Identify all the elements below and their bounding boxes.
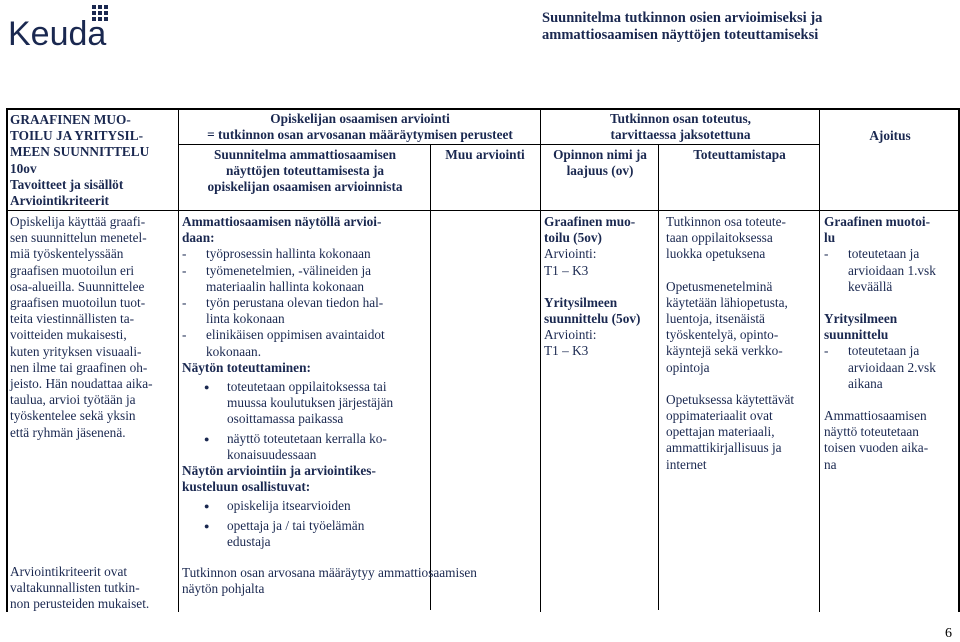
course-rating-line: T1 – K3 bbox=[544, 262, 589, 278]
col3-subheader-method: Toteuttamistapa bbox=[693, 147, 786, 162]
bullet-list-item bbox=[182, 431, 538, 463]
col1-text-line: graafisen muotoilun eri bbox=[10, 262, 135, 278]
col3-header-line: tarvittaessa jaksotettuna bbox=[610, 127, 751, 143]
dash-item-line: - elinikäisen oppimisen avaintaidot bbox=[206, 327, 385, 343]
col1-header-line: 10ov bbox=[10, 160, 37, 176]
dash-item-line: - työn perustana olevan tiedon hal- bbox=[206, 295, 384, 311]
col1-header-line: MEEN SUUNNITTELU bbox=[10, 144, 150, 160]
schedule-item-line: arvioidaan 1.vsk bbox=[848, 262, 936, 278]
col2-header-line: Opiskelijan osaamisen arviointi bbox=[270, 111, 450, 126]
col1-footer-line: valtakunnallisten tutkin- bbox=[10, 580, 140, 596]
dash-item-line: - työmenetelmien, -välineiden ja bbox=[206, 262, 372, 278]
col3-subheader-line: Opinnon nimi ja bbox=[553, 147, 647, 162]
page-number: 6 bbox=[945, 626, 952, 641]
schedule-title-line: lu bbox=[824, 230, 836, 246]
col3-header-line: Tutkinnon osan toteutus, bbox=[609, 111, 752, 126]
schedule-note-line: Ammattiosaamisen bbox=[824, 408, 927, 424]
method-line: käyntejä sekä verkko- bbox=[666, 343, 783, 359]
col4-body bbox=[824, 214, 956, 473]
dash-item-line: linta kokonaan bbox=[206, 311, 285, 327]
schedule-note-line: näyttö toteutetaan bbox=[824, 424, 919, 440]
schedule-title-line: suunnittelu bbox=[824, 327, 889, 343]
schedule-item bbox=[824, 343, 956, 392]
dash-item-line: materiaalin hallinta kokonaan bbox=[206, 278, 365, 294]
col1-goals-text bbox=[10, 214, 176, 441]
bullet-item-line: osoittamassa paikassa bbox=[227, 411, 344, 427]
bullet-list-item bbox=[182, 518, 538, 550]
col2-heading-line: Näytön toteuttaminen: bbox=[182, 359, 311, 375]
bullet-item-line: ● opettaja ja / tai työelämän bbox=[227, 517, 365, 533]
schedule-title-line: Graafinen muotoi- bbox=[824, 214, 930, 229]
dash-list-item bbox=[182, 327, 538, 359]
col1-text-line: graafisen muotoilun tuot- bbox=[10, 295, 146, 311]
course-name-line: suunnittelu (5ov) bbox=[544, 311, 641, 327]
method-paragraph bbox=[666, 392, 817, 473]
col1-text-line: työskentelee sekä yksin bbox=[10, 408, 136, 424]
dash-list-item bbox=[182, 246, 538, 262]
col1-text-line: osa-alueilla. Suunnittelee bbox=[10, 278, 145, 294]
col1-text-line: miä työskentelyssään bbox=[10, 246, 124, 262]
course-rating-line: Arviointi: bbox=[544, 246, 597, 262]
col1-header bbox=[10, 112, 176, 209]
col1-text-line: taulua, arvioi työtään ja bbox=[10, 392, 136, 408]
col1-text-line: sen suunnittelun menetel- bbox=[10, 230, 147, 246]
course-item bbox=[544, 295, 656, 360]
schedule-item-line: aikana bbox=[848, 375, 883, 391]
col1-text-line: Opiskelija käyttää graafi- bbox=[10, 214, 146, 229]
method-line: taan oppilaitoksessa bbox=[666, 230, 773, 246]
bullet-item-line: edustaja bbox=[227, 533, 271, 549]
col3-header bbox=[544, 111, 817, 143]
col2-header bbox=[182, 111, 538, 143]
col2-subheader-plan bbox=[182, 147, 428, 196]
course-rating-line: T1 – K3 bbox=[544, 343, 589, 359]
col3-methods bbox=[666, 214, 817, 473]
schedule-title-line: Yritysilmeen bbox=[824, 311, 898, 327]
bullet-item-line: ● toteutetaan oppilaitoksessa tai bbox=[227, 379, 387, 395]
col2-subheader-line: näyttöjen toteuttamisesta ja bbox=[225, 163, 385, 179]
schedule-item-line: arvioidaan 2.vsk bbox=[848, 359, 936, 375]
method-line: käytetään lähiopetusta, bbox=[666, 294, 788, 310]
document-title bbox=[542, 10, 922, 44]
col1-footer-line: non perusteiden mukaiset. bbox=[10, 596, 150, 612]
schedule-note-line: na bbox=[824, 456, 837, 472]
col4-header: Ajoitus bbox=[869, 128, 911, 143]
course-rating-line: Arviointi: bbox=[544, 327, 597, 343]
col1-header-line: Arviointikriteerit bbox=[10, 193, 109, 209]
bullet-item-line: muussa koulutuksen järjestäjän bbox=[227, 395, 394, 411]
col2-body bbox=[182, 214, 538, 550]
method-paragraph bbox=[666, 279, 817, 376]
course-name-line: toilu (5ov) bbox=[544, 230, 602, 246]
method-paragraph bbox=[666, 214, 817, 263]
method-line: luokka opetuksena bbox=[666, 246, 766, 262]
schedule-item bbox=[824, 246, 956, 295]
col2-heading-line: Ammattiosaamisen näytöllä arvioi- bbox=[182, 214, 382, 229]
col2-subheader-line: Suunnitelma ammattiosaamisen bbox=[213, 147, 397, 162]
course-name-line: Yritysilmeen bbox=[544, 294, 618, 310]
document-title-line-1: Suunnitelma tutkinnon osien arvioimiseksi ja bbox=[542, 10, 823, 26]
course-name-line: Graafinen muo- bbox=[544, 214, 636, 229]
col1-header-line: TOILU JA YRITYSIL- bbox=[10, 128, 144, 144]
col2-subheader-other: Muu arviointi bbox=[445, 147, 525, 162]
method-line: Tutkinnon osa toteute- bbox=[666, 214, 786, 229]
col2-heading-line: kusteluun osallistuvat: bbox=[182, 479, 311, 495]
logo-wordmark: Keuda bbox=[8, 15, 107, 48]
keuda-logo bbox=[8, 2, 138, 48]
method-line: luentoja, itsenäistä bbox=[666, 311, 765, 327]
dash-item-line: - työprosessin hallinta kokonaan bbox=[206, 246, 371, 262]
method-line: internet bbox=[666, 456, 707, 472]
col1-footer-line: Arviointikriteerit ovat bbox=[10, 564, 128, 579]
col1-text-line: että ryhmän jäsenenä. bbox=[10, 424, 126, 440]
method-line: Opetuksessa käytettävät bbox=[666, 391, 795, 407]
col1-text-line: voitteiden mukaisesti, bbox=[10, 327, 127, 343]
col2-subheader-line: opiskelijan osaamisen arvioinnista bbox=[207, 179, 403, 195]
col1-header-line: GRAAFINEN MUO- bbox=[10, 112, 131, 127]
col2-heading-line: daan: bbox=[182, 230, 215, 246]
col1-text-line: nen ilme tai graafinen oh- bbox=[10, 359, 148, 375]
schedule-item-line: keväällä bbox=[848, 278, 893, 294]
col3-subheader-course bbox=[544, 147, 656, 179]
col1-text-line: teita viestinnällisten ta- bbox=[10, 311, 135, 327]
col3-subheader-line: laajuus (ov) bbox=[566, 163, 634, 179]
col1-text-line: jeisto. Hän noudattaa aika- bbox=[10, 376, 153, 392]
schedule-note bbox=[824, 408, 956, 473]
schedule-item-line: - toteutetaan ja bbox=[848, 246, 920, 262]
course-item bbox=[544, 214, 656, 279]
col3-courses bbox=[544, 214, 656, 360]
schedule-note-line: toisen vuoden aika- bbox=[824, 440, 929, 456]
col2-footer-line: Tutkinnon osan arvosana määräytyy ammattiosaamisen bbox=[182, 565, 477, 580]
col1-criteria-note bbox=[10, 564, 176, 613]
bullet-item-line: konaisuudessaan bbox=[227, 446, 317, 462]
dash-list-item bbox=[182, 295, 538, 327]
document-title-line-2: ammattiosaamisen näyttöjen toteuttamiseksi bbox=[542, 27, 819, 43]
method-line: Opetusmenetelminä bbox=[666, 278, 773, 294]
col2-footer bbox=[182, 565, 538, 597]
bullet-item-line: ● näyttö toteutetaan kerralla ko- bbox=[227, 430, 387, 446]
method-line: opintoja bbox=[666, 359, 710, 375]
schedule-item-line: - toteutetaan ja bbox=[848, 343, 920, 359]
col2-header-line: = tutkinnon osan arvosanan määräytymisen perusteet bbox=[207, 127, 513, 143]
col2-footer-line: näytön pohjalta bbox=[182, 581, 265, 597]
method-line: ammattikirjallisuus ja bbox=[666, 440, 782, 456]
dash-list-item bbox=[182, 263, 538, 295]
dash-item-line: kokonaan. bbox=[206, 343, 262, 359]
method-line: opettajan materiaali, bbox=[666, 424, 775, 440]
method-line: työskentelyä, opinto- bbox=[666, 327, 779, 343]
col2-heading-line: Näytön arviointiin ja arviointikes- bbox=[182, 463, 376, 479]
bullet-list-item bbox=[182, 498, 538, 514]
col1-text-line: kuten yrityksen visuaali- bbox=[10, 343, 142, 359]
bullet-list-item bbox=[182, 379, 538, 428]
bullet-item-line: ● opiskelija itsearvioiden bbox=[227, 498, 351, 514]
col1-header-line: Tavoitteet ja sisällöt bbox=[10, 176, 124, 192]
method-line: oppimateriaalit ovat bbox=[666, 408, 773, 424]
